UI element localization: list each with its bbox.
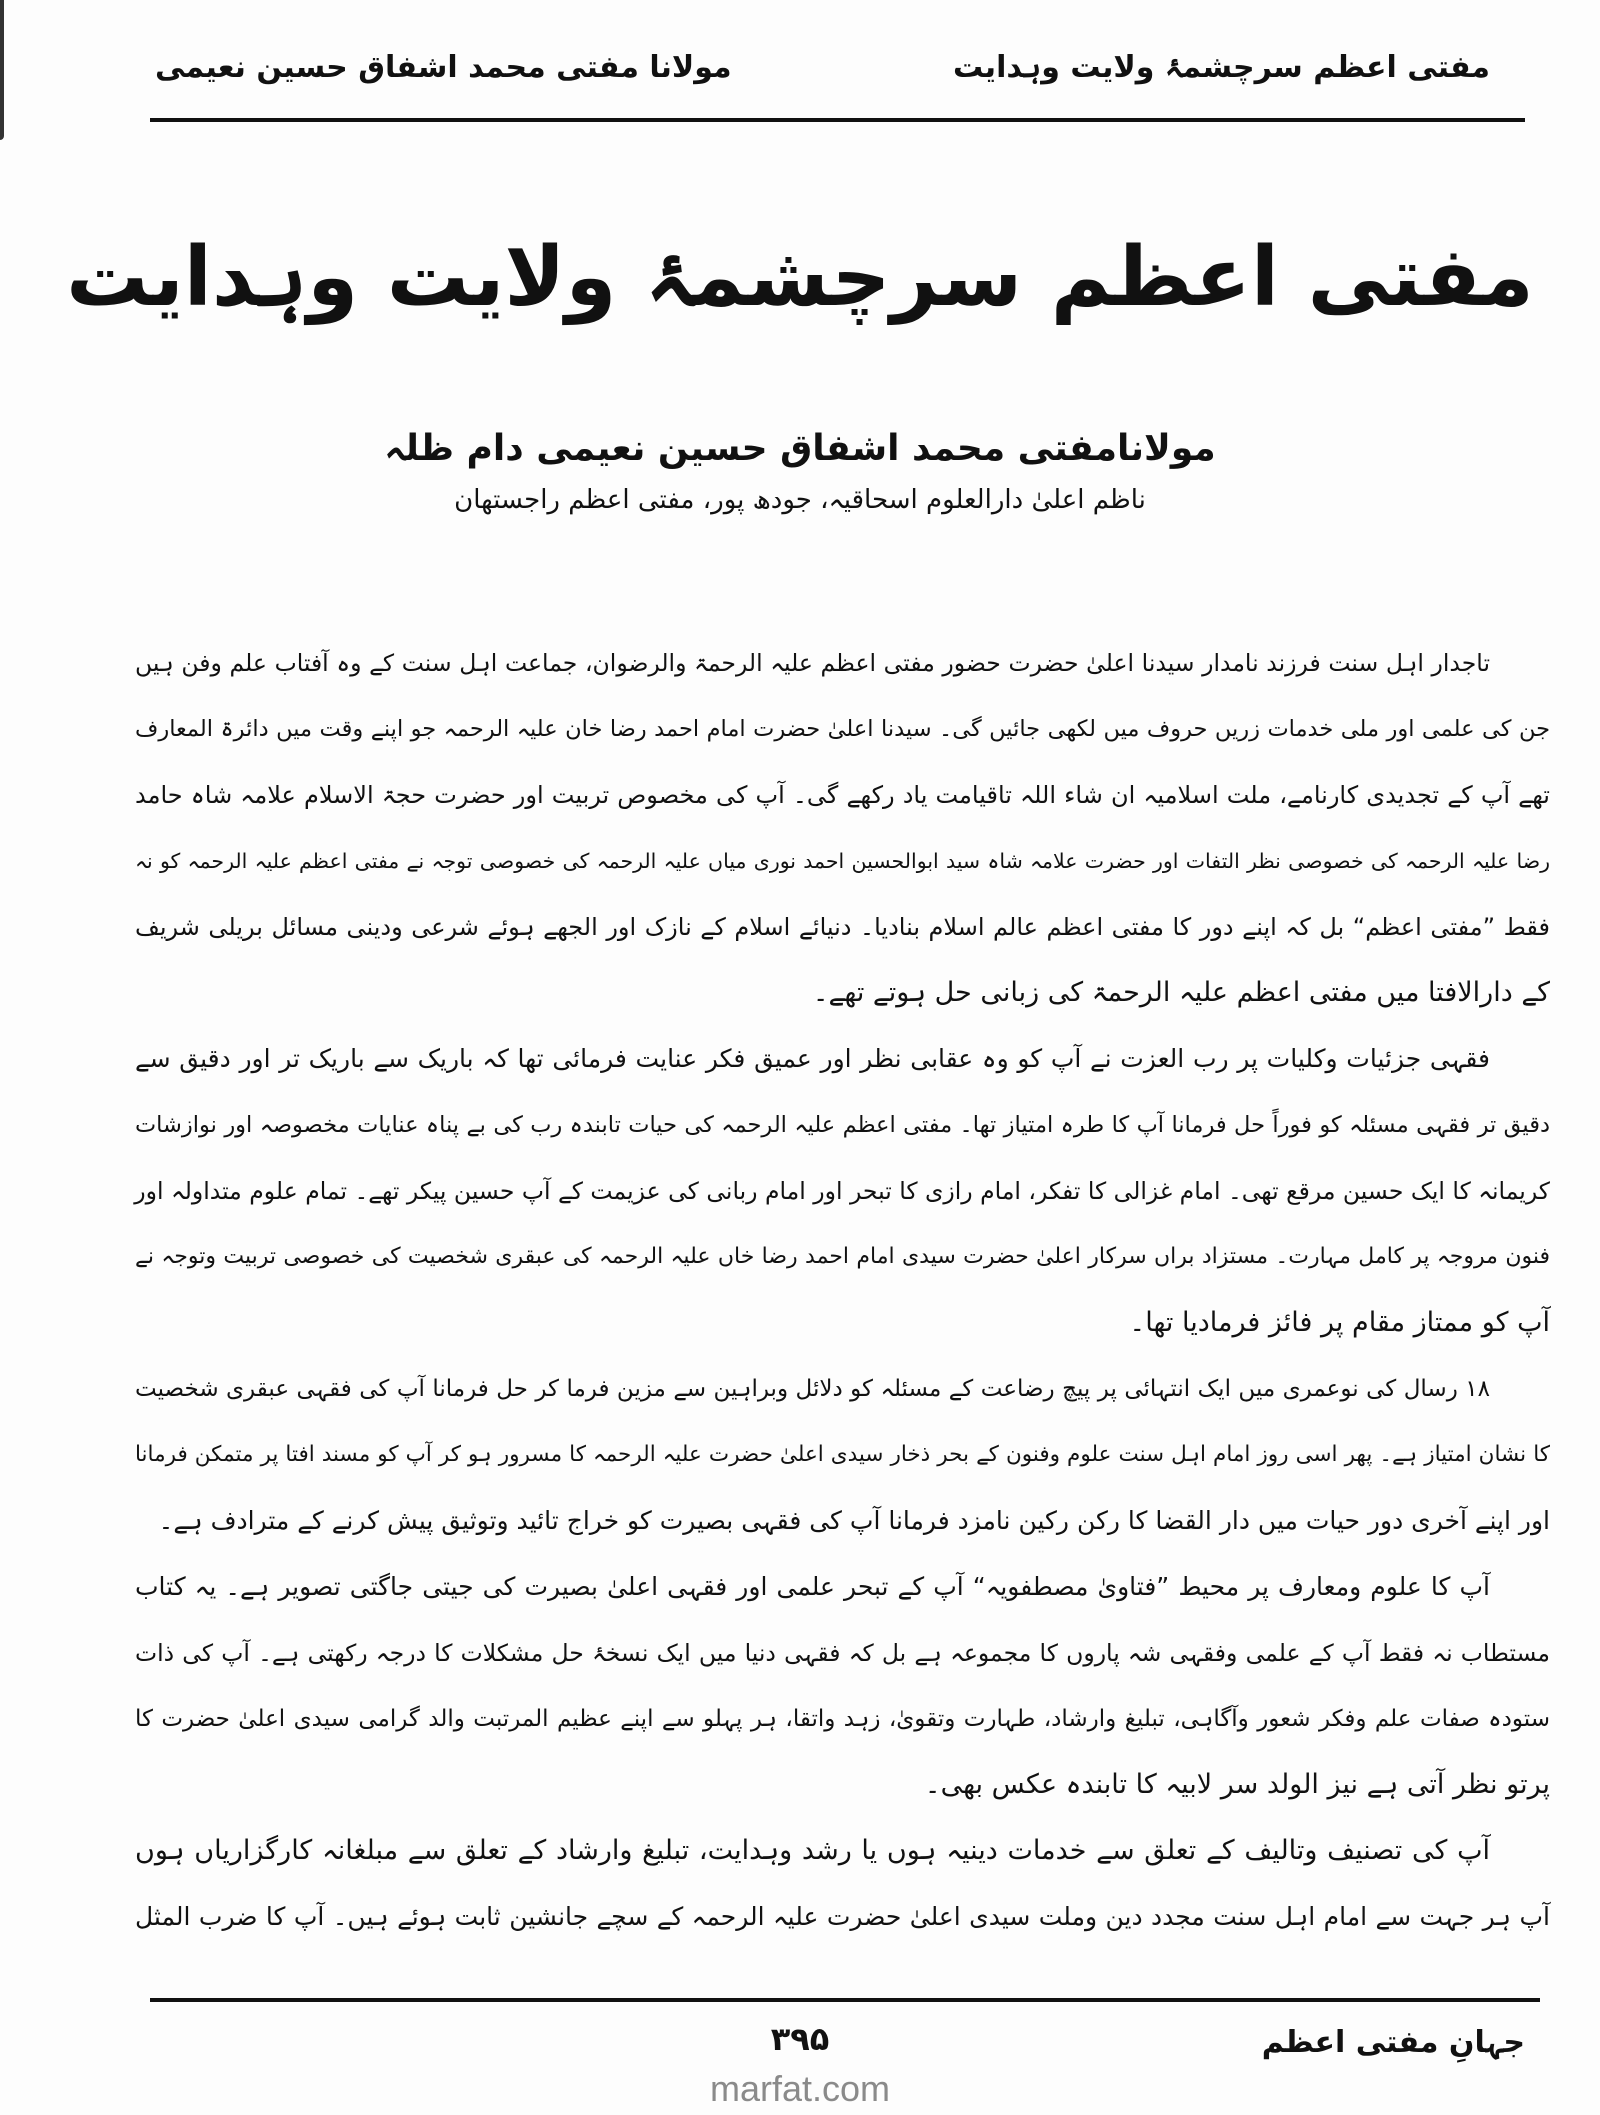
- article-author: مولانامفتی محمد اشفاق حسین نعیمی دام ظلہ: [384, 428, 1216, 469]
- body-line: فقہی جزئیات وکلیات پر رب العزت نے آپ کو وہ عقابی نظر اور عمیق فکر عنایت فرمائی تھا کہ باریک سے باریک تر اور دقیق سے: [135, 1044, 1490, 1073]
- body-line: آپ کی تصنیف وتالیف کے تعلق سے خدمات دینیہ ہوں یا رشد وہدایت، تبلیغ وارشاد کے تعلق سے مبلغانہ کارگزاریاں ہوں: [135, 1835, 1490, 1866]
- page-edge-shadow: [0, 0, 4, 140]
- page-number: ۳۹۵: [770, 2020, 830, 2058]
- body-line: ۱۸ رسال کی نوعمری میں ایک انتہائی پر پیچ رضاعت کے مسئلہ کو دلائل وبراہین سے مزین فرما کر حل فرمانا آپ کی فقہی عبقری شخصیت: [135, 1376, 1490, 1402]
- body-line: فقط ”مفتی اعظم“ بل کہ اپنے دور کا مفتی اعظم عالم اسلام بنادیا۔ دنیائے اسلام کے نازک اور الجھے ہوئے شرعی ودینی مسائل بریلی شریف: [135, 913, 1550, 941]
- article-title: مفتی اعظم سرچشمۂ ولایت وہدایت: [66, 230, 1534, 325]
- body-line: آپ کا علوم ومعارف پر محیط ”فتاویٰ مصطفویہ“ آپ کے تبحر علمی اور فقہی اعلیٰ بصیرت کی جیتی جاگتی تصویر ہے۔ یہ کتاب: [135, 1572, 1490, 1601]
- running-author: مولانا مفتی محمد اشفاق حسین نعیمی: [155, 50, 732, 85]
- body-line: آپ ہر جہت سے امام اہل سنت مجدد دین وملت سیدی اعلیٰ حضرت علیہ الرحمہ کے سچے جانشین ثابت ہوئے ہیں۔ آپ کا ضرب المثل: [135, 1902, 1550, 1931]
- body-line: مستطاب نہ فقط آپ کے علمی وفقہی شہ پاروں کا مجموعہ ہے بل کہ فقہی دنیا میں ایک نسخۂ حل مشکلات کا درجہ رکھتی ہے۔ آپ کی ذات: [135, 1639, 1550, 1667]
- footer-rule: [150, 1998, 1540, 2002]
- running-title: مفتی اعظم سرچشمۂ ولایت وہدایت: [953, 50, 1490, 85]
- body-line: پرتو نظر آتی ہے نیز الولد سر لابیہ کا تابندہ عکس بھی۔: [924, 1769, 1550, 1800]
- footer-book-title: جہانِ مفتی اعظم: [1261, 2025, 1525, 2060]
- body-line: جن کی علمی اور ملی خدمات زریں حروف میں لکھی جائیں گی۔ سیدنا اعلیٰ حضرت امام احمد رضا خان علیہ الرحمہ جو اپنے وقت میں دائرۃ المعارف: [135, 716, 1550, 742]
- body-line: تاجدار اہل سنت فرزند نامدار سیدنا اعلیٰ حضرت حضور مفتی اعظم علیہ الرحمۃ والرضوان، جماعت اہل سنت کے وہ آفتاب علم وفن ہیں: [135, 649, 1490, 677]
- body-line: آپ کو ممتاز مقام پر فائز فرمادیا تھا۔: [1129, 1307, 1550, 1338]
- body-line: ستودہ صفات علم وفکر شعور وآگاہی، تبلیغ وارشاد، طہارت وتقویٰ، زہد واتقا، ہر پہلو سے اپنے عظیم المرتبت والد گرامی سیدی اعلیٰ حضرت کا: [135, 1706, 1550, 1732]
- header-rule: [150, 118, 1525, 122]
- body-line: فنون مروجہ پر کامل مہارت۔ مستزاد براں سرکار اعلیٰ حضرت سیدی امام احمد رضا خاں علیہ الرحمہ کی عبقری شخصیت کی خصوصی تربیت وتوجہ نے: [135, 1244, 1550, 1269]
- article-body: [135, 630, 1550, 1950]
- body-line: تھے آپ کے تجدیدی کارنامے، ملت اسلامیہ ان شاء اللہ تاقیامت یاد رکھے گی۔ آپ کی مخصوص تربیت اور حضرت حجۃ الاسلام علامہ شاہ حامد: [135, 781, 1550, 809]
- body-line: کریمانہ کا ایک حسین مرقع تھی۔ امام غزالی کا تفکر، امام رازی کا تبحر اور امام ربانی کی عزیمت کے آپ حسین پیکر تھے۔ تمام علوم متداولہ اور: [134, 1177, 1550, 1205]
- author-role: ناظم اعلیٰ دارالعلوم اسحاقیہ، جودھ پور، مفتی اعظم راجستھان: [454, 485, 1146, 515]
- body-line: رضا علیہ الرحمہ کی خصوصی نظر التفات اور حضرت علامہ شاہ سید ابوالحسین احمد نوری میاں علیہ الرحمہ کی خصوصی توجہ نے مفتی اعظم علیہ الرحمہ کو نہ: [135, 849, 1550, 873]
- body-line: کے دارالافتا میں مفتی اعظم علیہ الرحمۃ کی زبانی حل ہوتے تھے۔: [812, 977, 1550, 1008]
- body-line: دقیق تر فقہی مسئلہ کو فوراً حل فرمانا آپ کا طرہ امتیاز تھا۔ مفتی اعظم علیہ الرحمہ کی حیات تابندہ رب کی بے پناہ عنایات مخصوصہ اور نوازشات: [135, 1112, 1550, 1138]
- watermark: marfat.com: [709, 2068, 891, 2109]
- body-line: اور اپنے آخری دور حیات میں دار القضا کا رکن رکین نامزد فرمانا آپ کی فقہی بصیرت کو خراج تائید وتوثیق پیش کرنے کے مترادف ہے۔: [158, 1506, 1550, 1535]
- body-line: کا نشان امتیاز ہے۔ پھر اسی روز امام اہل سنت علوم وفنون کے بحر ذخار سیدی اعلیٰ حضرت علیہ الرحمہ کا مسرور ہو کر آپ کو مسند افتا پر متمکن فرمانا: [135, 1442, 1550, 1467]
